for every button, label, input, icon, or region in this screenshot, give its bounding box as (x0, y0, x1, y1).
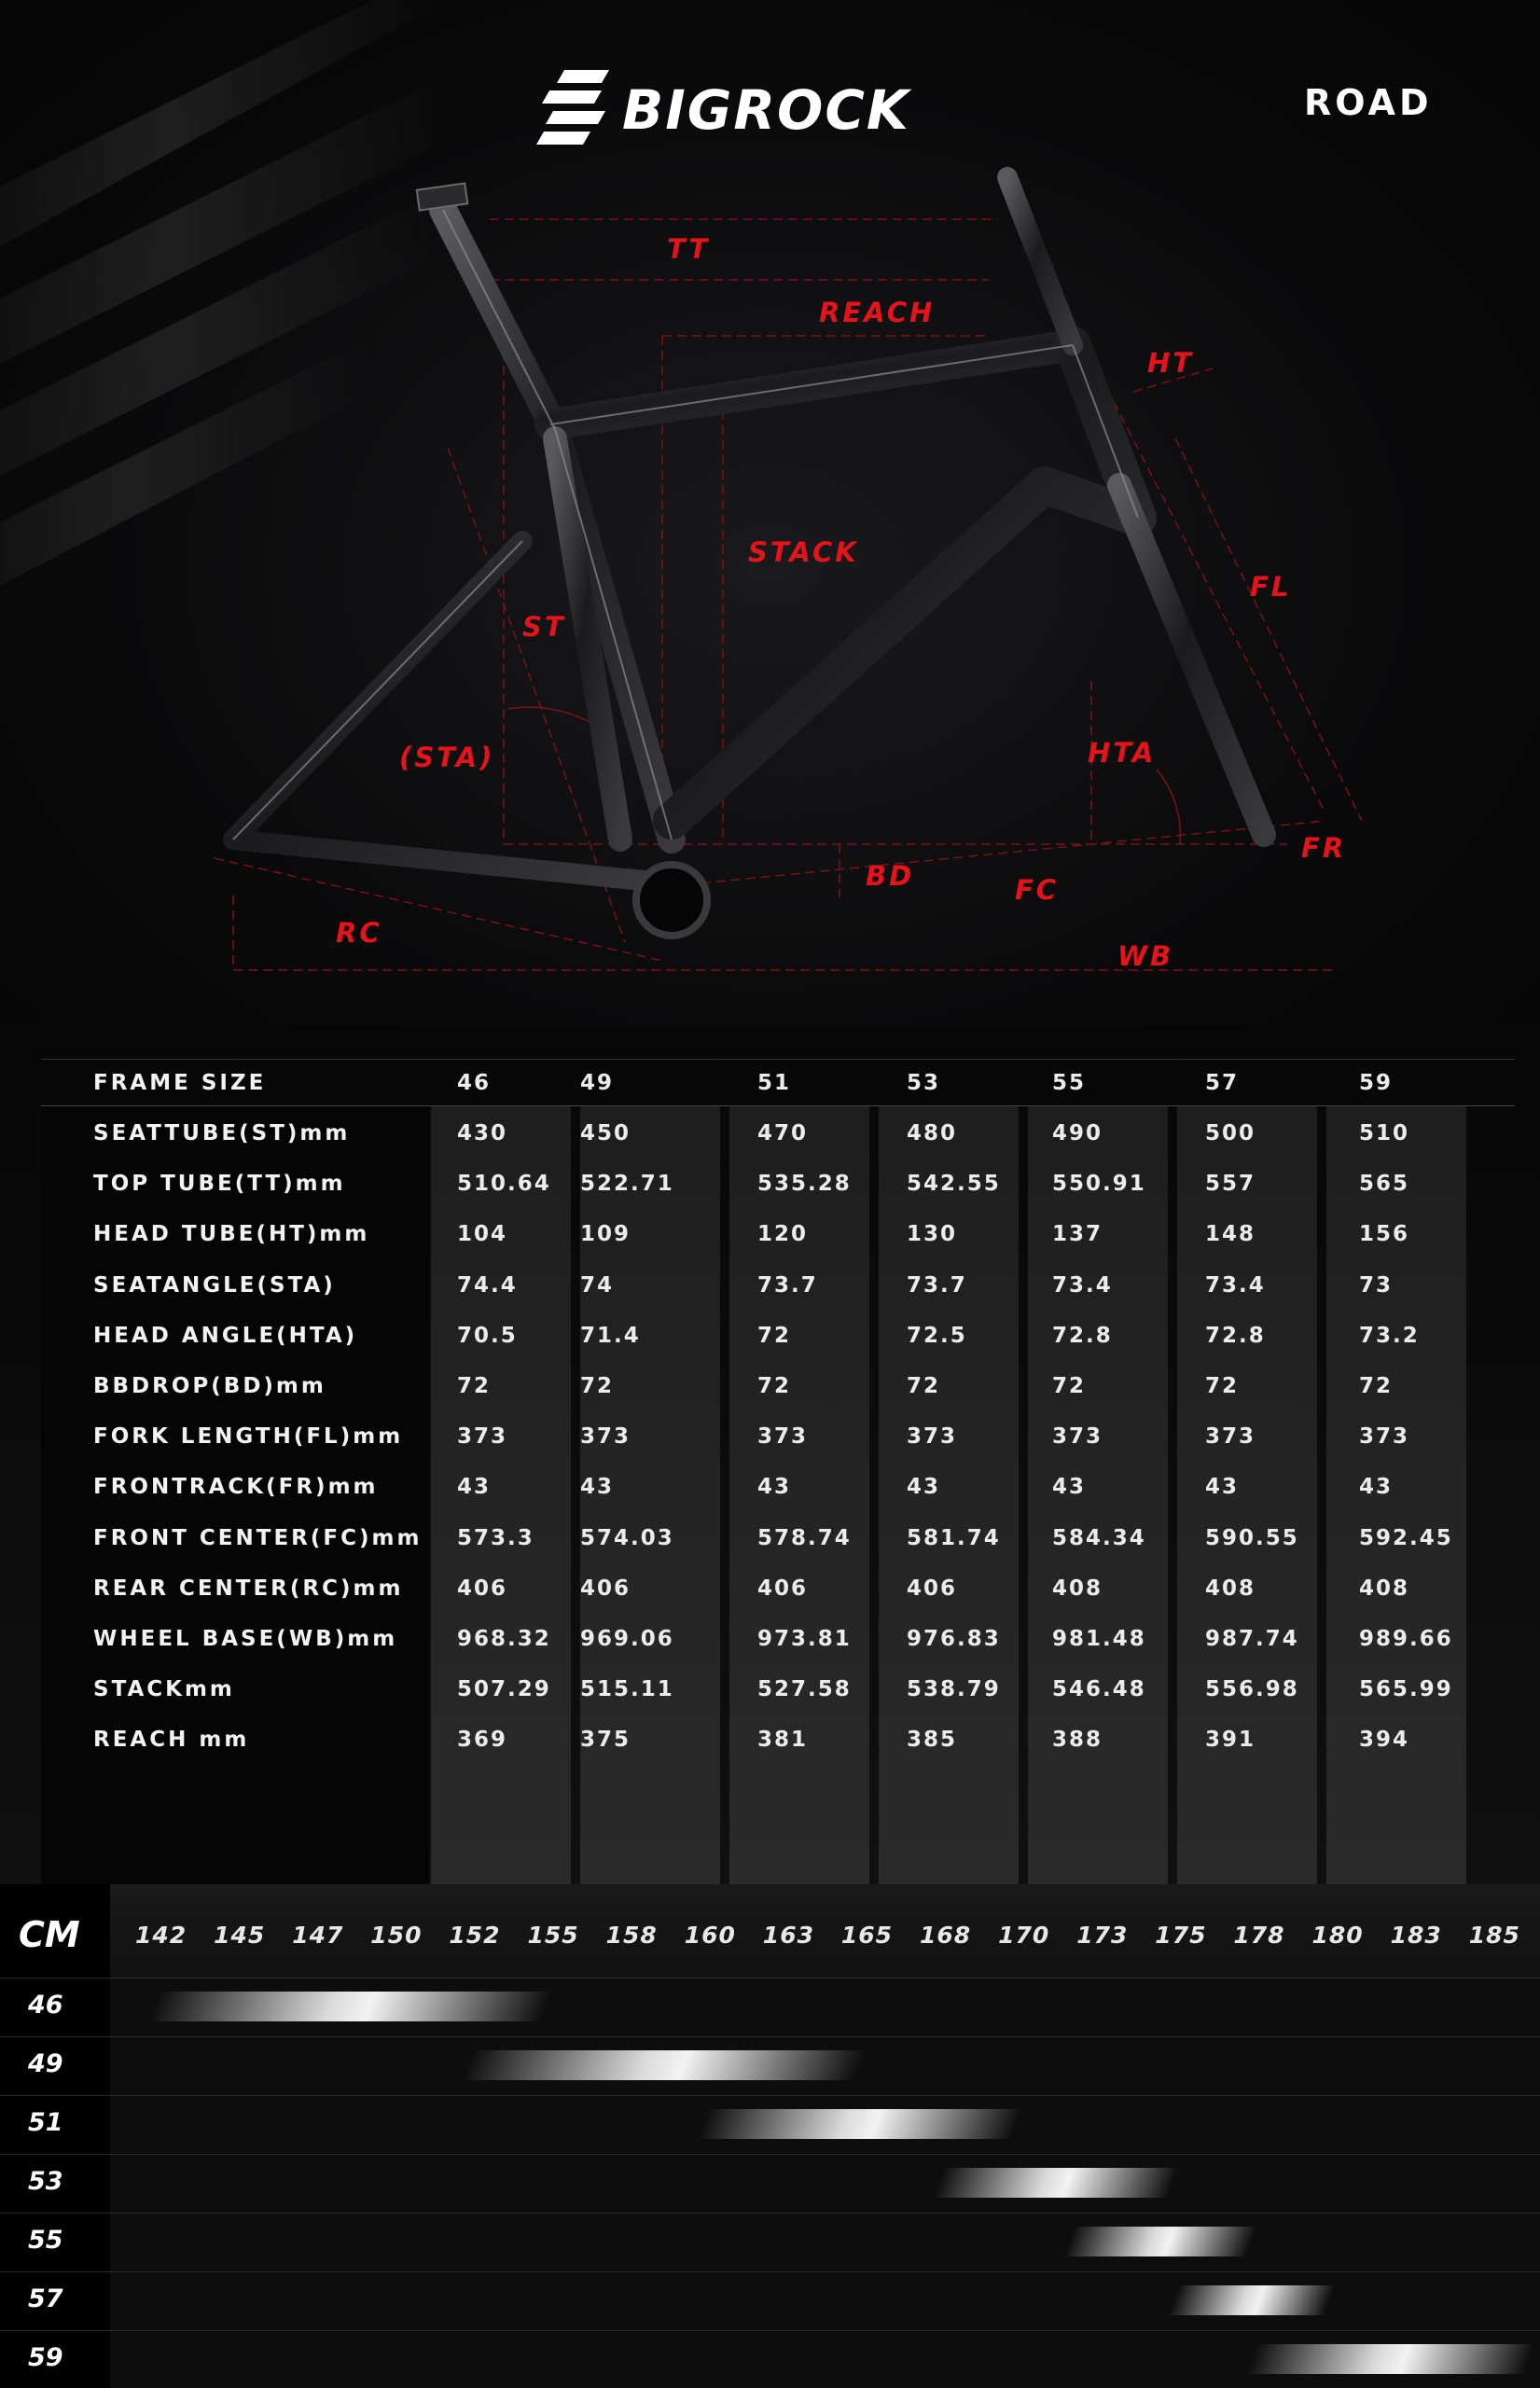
table-header-size: 49 (580, 1071, 615, 1095)
table-cell: 373 (1359, 1424, 1410, 1450)
height-unit-label: CM (19, 1914, 80, 1955)
table-cell: 406 (457, 1576, 508, 1601)
table-cell: 72.8 (1052, 1323, 1113, 1348)
table-cell: 381 (757, 1728, 809, 1753)
table-cell: 43 (457, 1475, 492, 1500)
table-cell: 546.48 (1052, 1677, 1146, 1702)
table-cell: 522.71 (580, 1172, 674, 1197)
table-cell: 500 (1205, 1121, 1256, 1145)
height-row-divider (0, 2271, 1540, 2272)
table-cell: 385 (907, 1728, 958, 1753)
table-cell: 73.4 (1205, 1272, 1266, 1298)
table-row-label: FORK LENGTH(FL)mm (93, 1424, 404, 1450)
table-cell: 72 (1205, 1374, 1240, 1398)
height-tick-label: 147 (292, 1922, 344, 1949)
table-cell: 148 (1205, 1222, 1256, 1247)
table-row-label: BBDROP(BD)mm (93, 1374, 326, 1398)
table-cell: 43 (907, 1475, 941, 1500)
table-cell: 557 (1205, 1172, 1256, 1197)
table-row-label: HEAD TUBE(HT)mm (93, 1222, 370, 1247)
height-tick-label: 183 (1390, 1922, 1442, 1949)
table-header-size: 51 (757, 1071, 792, 1095)
label-tt: TT (667, 233, 711, 265)
height-row-divider (0, 2154, 1540, 2155)
label-fc: FC (1015, 874, 1060, 906)
table-row-label: SEATTUBE(ST)mm (93, 1121, 351, 1145)
table-cell: 573.3 (457, 1525, 534, 1550)
table-cell: 72.5 (907, 1323, 967, 1348)
height-tick-label: 160 (684, 1922, 736, 1949)
height-tick-label: 168 (920, 1922, 972, 1949)
table-header-size: 53 (907, 1071, 941, 1095)
table-cell: 515.11 (580, 1677, 674, 1702)
table-cell: 406 (907, 1576, 958, 1601)
table-cell: 574.03 (580, 1525, 674, 1550)
height-row-size-label: 51 (28, 2108, 63, 2137)
table-cell: 584.34 (1052, 1525, 1146, 1550)
table-row-label: STACKmm (93, 1677, 235, 1702)
table-cell: 373 (907, 1424, 958, 1450)
table-cell: 550.91 (1052, 1172, 1146, 1197)
height-row-size-label: 55 (28, 2226, 63, 2255)
table-cell: 406 (757, 1576, 809, 1601)
height-tick-label: 173 (1076, 1922, 1129, 1949)
table-header-size: 57 (1205, 1071, 1240, 1095)
table-cell: 981.48 (1052, 1627, 1146, 1651)
table-row-label: SEATANGLE(STA) (93, 1272, 336, 1298)
table-cell: 70.5 (457, 1323, 518, 1348)
height-row-divider (0, 2213, 1540, 2214)
table-cell: 43 (757, 1475, 792, 1500)
height-tick-label: 170 (998, 1922, 1050, 1949)
table-cell: 391 (1205, 1728, 1256, 1753)
table-cell: 507.29 (457, 1677, 551, 1702)
bike-frame-drawing (0, 0, 1540, 1026)
table-cell: 72 (1052, 1374, 1087, 1398)
table-cell: 130 (907, 1222, 958, 1247)
height-row-divider (0, 2036, 1540, 2037)
height-row-divider (0, 2330, 1540, 2331)
table-cell: 581.74 (907, 1525, 1001, 1550)
table-cell: 72 (580, 1374, 615, 1398)
height-tick-label: 165 (840, 1922, 894, 1949)
table-cell: 535.28 (757, 1172, 852, 1197)
table-cell: 373 (1205, 1424, 1256, 1450)
table-cell: 120 (757, 1222, 809, 1247)
label-sta: (STA) (399, 742, 495, 773)
table-cell: 542.55 (907, 1172, 1001, 1197)
height-tick-label: 152 (449, 1922, 501, 1949)
table-cell: 43 (1359, 1475, 1394, 1500)
table-cell: 470 (757, 1121, 809, 1145)
height-tick-label: 175 (1155, 1922, 1207, 1949)
table-cell: 373 (580, 1424, 631, 1450)
table-cell: 369 (457, 1728, 508, 1753)
table-cell: 989.66 (1359, 1627, 1453, 1651)
table-cell: 406 (580, 1576, 631, 1601)
table-cell: 510.64 (457, 1172, 551, 1197)
table-cell: 72 (1359, 1374, 1394, 1398)
table-row-label: REACH mm (93, 1728, 250, 1753)
table-cell: 408 (1052, 1576, 1103, 1601)
height-tick-label: 158 (605, 1922, 658, 1949)
height-range-bar (148, 1992, 551, 2021)
label-st: ST (522, 611, 566, 643)
table-cell: 72 (457, 1374, 492, 1398)
table-cell: 72 (757, 1374, 792, 1398)
label-ht: HT (1147, 347, 1195, 379)
table-cell: 590.55 (1205, 1525, 1299, 1550)
label-wb: WB (1117, 940, 1174, 972)
height-row-size-label: 46 (28, 1991, 63, 2020)
table-cell: 373 (457, 1424, 508, 1450)
table-cell: 408 (1205, 1576, 1256, 1601)
height-tick-label: 150 (370, 1922, 423, 1949)
table-header-size: 46 (457, 1071, 492, 1095)
height-row-size-label: 49 (28, 2049, 63, 2078)
table-cell: 73.4 (1052, 1272, 1113, 1298)
label-bd: BD (866, 860, 915, 892)
table-header-frame-size: FRAME SIZE (93, 1071, 267, 1095)
label-fr: FR (1301, 832, 1347, 864)
table-row-label: FRONTRACK(FR)mm (93, 1475, 379, 1500)
table-cell: 556.98 (1205, 1677, 1299, 1702)
table-cell: 987.74 (1205, 1627, 1299, 1651)
table-cell: 450 (580, 1121, 631, 1145)
table-row-label: FRONT CENTER(FC)mm (93, 1525, 423, 1550)
table-cell: 373 (757, 1424, 809, 1450)
height-tick-label: 142 (135, 1922, 187, 1949)
table-header-size: 55 (1052, 1071, 1087, 1095)
label-reach: REACH (819, 297, 936, 328)
label-stack: STACK (748, 536, 859, 568)
table-cell: 43 (1052, 1475, 1087, 1500)
table-cell: 43 (1205, 1475, 1240, 1500)
table-cell: 592.45 (1359, 1525, 1453, 1550)
height-row-divider (0, 2095, 1540, 2096)
table-cell: 109 (580, 1222, 631, 1247)
table-cell: 73 (1359, 1272, 1394, 1298)
table-cell: 394 (1359, 1728, 1410, 1753)
frame-tubes (233, 177, 1264, 882)
table-cell: 137 (1052, 1222, 1103, 1247)
height-tick-label: 180 (1311, 1922, 1364, 1949)
table-row-label: WHEEL BASE(WB)mm (93, 1627, 398, 1651)
table-cell: 373 (1052, 1424, 1103, 1450)
table-cell: 408 (1359, 1576, 1410, 1601)
table-row-label: TOP TUBE(TT)mm (93, 1172, 346, 1197)
table-cell: 565.99 (1359, 1677, 1453, 1702)
table-cell: 388 (1052, 1728, 1103, 1753)
table-cell: 976.83 (907, 1627, 1001, 1651)
label-fl: FL (1250, 571, 1292, 603)
height-row-size-label: 53 (28, 2167, 63, 2196)
table-cell: 72.8 (1205, 1323, 1266, 1348)
height-range-bar (1063, 2227, 1257, 2256)
table-cell: 578.74 (757, 1525, 852, 1550)
geometry-diagram-section (0, 0, 1540, 1026)
height-range-bar (463, 2050, 866, 2080)
table-cell: 72 (757, 1323, 792, 1348)
table-cell: 968.32 (457, 1627, 551, 1651)
height-row-size-label: 57 (28, 2284, 63, 2313)
table-cell: 480 (907, 1121, 958, 1145)
table-cell: 73.7 (757, 1272, 818, 1298)
table-cell: 565 (1359, 1172, 1410, 1197)
table-cell: 43 (580, 1475, 615, 1500)
height-tick-label: 185 (1468, 1922, 1520, 1949)
table-row-label: HEAD ANGLE(HTA) (93, 1323, 358, 1348)
height-range-bar (1247, 2344, 1535, 2374)
table-header-size: 59 (1359, 1071, 1394, 1095)
table-cell: 430 (457, 1121, 508, 1145)
table-cell: 375 (580, 1728, 631, 1753)
height-range-bar (1168, 2285, 1336, 2315)
brand-name: BIGROCK (622, 78, 910, 142)
label-rc: RC (336, 917, 382, 949)
height-tick-label: 145 (214, 1922, 266, 1949)
table-cell: 969.06 (580, 1627, 674, 1651)
table-cell: 510 (1359, 1121, 1410, 1145)
height-tick-label: 178 (1233, 1922, 1285, 1949)
table-cell: 71.4 (580, 1323, 641, 1348)
table-cell: 74.4 (457, 1272, 518, 1298)
table-cell: 527.58 (757, 1677, 852, 1702)
height-tick-label: 163 (762, 1922, 814, 1949)
table-cell: 73.7 (907, 1272, 967, 1298)
table-row-label: REAR CENTER(RC)mm (93, 1576, 404, 1601)
table-cell: 73.2 (1359, 1323, 1420, 1348)
height-tick-label: 155 (527, 1922, 579, 1949)
table-cell: 156 (1359, 1222, 1410, 1247)
table-cell: 72 (907, 1374, 941, 1398)
height-range-bar (933, 2168, 1179, 2198)
table-cell: 490 (1052, 1121, 1103, 1145)
table-cell: 104 (457, 1222, 508, 1247)
table-cell: 74 (580, 1272, 615, 1298)
height-row-size-label: 59 (28, 2343, 63, 2372)
table-cell: 538.79 (907, 1677, 1001, 1702)
label-hta: HTA (1088, 737, 1157, 769)
table-cell: 973.81 (757, 1627, 852, 1651)
category-label: ROAD (1304, 82, 1433, 123)
height-range-bar (698, 2109, 1022, 2139)
